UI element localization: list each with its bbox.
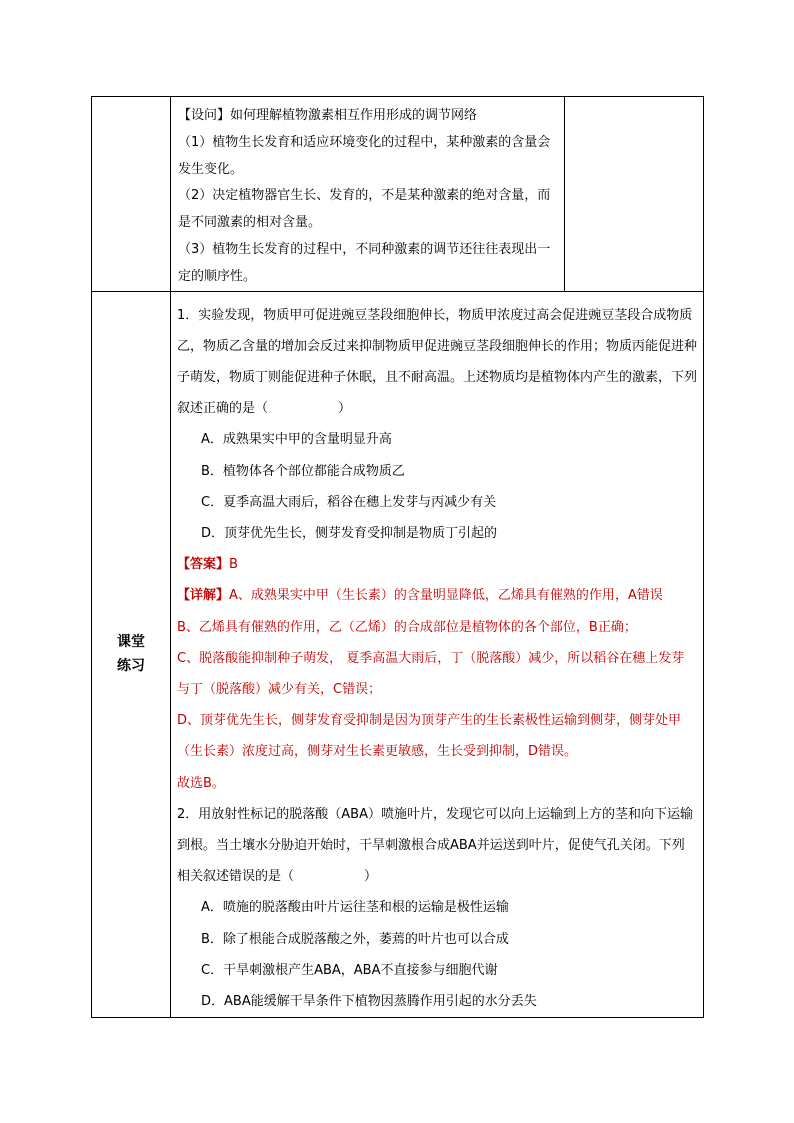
section-label	[92, 291, 171, 1018]
q1-stem: 1．实验发现，物质甲可促进豌豆茎段细胞伸长，物质甲浓度过高会促进豌豆茎段合成物质乙，物质乙含量的增加会反过来抑制物质甲促进豌豆茎段细胞伸长的作用；物质丙能促进种子萌发，物质丁则能促进种子休眠，且不耐高温。上述物质均是植物体内产生的激素，下列叙述正确的是（ ）	[177, 307, 698, 417]
q1-detail-d: D、顶芽优先生长，侧芽发育受抑制是因为顶芽产生的生长素极性运输到侧芽，侧芽处甲（生长素）浓度过高，侧芽对生长素更敏感，生长受到抑制，D错误。	[177, 713, 682, 760]
lesson-table	[91, 96, 704, 1018]
q1-option-a: A．成熟果实中甲的含量明显升高	[201, 432, 392, 448]
table-row	[92, 291, 704, 1018]
q1-detail-b: B、乙烯具有催熟的作用，乙（乙烯）的合成部位是植物体的各个部位，B正确；	[177, 619, 637, 635]
answer-tag: 【答案】	[177, 557, 230, 573]
q1-detail-a: 【详解】A、成熟果实中甲（生长素）的含量明显降低，乙烯具有催熟的作用，A错误	[177, 588, 663, 604]
exercise-cell	[171, 291, 704, 1018]
table-row	[92, 97, 704, 292]
detail-tag: 【详解】	[177, 588, 230, 604]
question-text: 如何理解植物激素相互作用形成的调节网络	[230, 108, 478, 123]
q1-answer	[177, 549, 697, 580]
q2-option-d: D．ABA能缓解干旱条件下植物因蒸腾作用引起的水分丢失	[201, 994, 537, 1010]
point-3: （3）植物生长发育的过程中，不同种激素的调节还往往表现出一定的顺序性。	[178, 241, 551, 284]
q1-conclusion: 故选B。	[177, 775, 225, 791]
blank-label-cell	[92, 97, 171, 292]
q1-option-d: D．顶芽优先生长，侧芽发育受抑制是物质丁引起的	[201, 526, 498, 541]
guiding-question	[178, 103, 560, 130]
point-2: （2）决定植物器官生长、发育的，不是某种激素的绝对含量，而是不同激素的相对含量。	[178, 188, 551, 231]
q2-option-a: A．喷施的脱落酸由叶片运往茎和根的运输是极性运输	[201, 900, 509, 916]
q2-option-b: B．除了根能合成脱落酸之外，萎蔫的叶片也可以合成	[201, 931, 509, 947]
question-cell	[171, 97, 565, 292]
point-1: （1）植物生长发育和适应环境变化的过程中，某种激素的含量会发生变化。	[178, 134, 551, 177]
answer-value: B	[229, 557, 238, 573]
q2-stem: 2．用放射性标记的脱落酸（ABA）喷施叶片，发现它可以向上运输到上方的茎和向下运输到根。当土壤水分胁迫开始时，干旱刺激根合成ABA并运送到叶片，促使气孔关闭。下列相关叙述错误的是（ ）	[177, 806, 693, 885]
q2-option-c: C．干旱刺激根产生ABA，ABA不直接参与细胞代谢	[201, 962, 498, 978]
question-tag: 【设问】	[178, 108, 231, 123]
section-label-line1: 课堂	[117, 634, 145, 651]
q1-option-c: C．夏季高温大雨后，稻谷在穗上发芽与丙减少有关	[201, 494, 497, 510]
section-label-line2: 练习	[117, 658, 145, 675]
notes-cell	[565, 97, 704, 292]
q1-option-b: B．植物体各个部位都能合成物质乙	[201, 463, 405, 479]
q1-detail-c: C、脱落酸能抑制种子萌发， 夏季高温大雨后，丁（脱落酸）减少，所以稻谷在穗上发芽与丁（脱落酸）减少有关，C错误；	[177, 650, 685, 698]
